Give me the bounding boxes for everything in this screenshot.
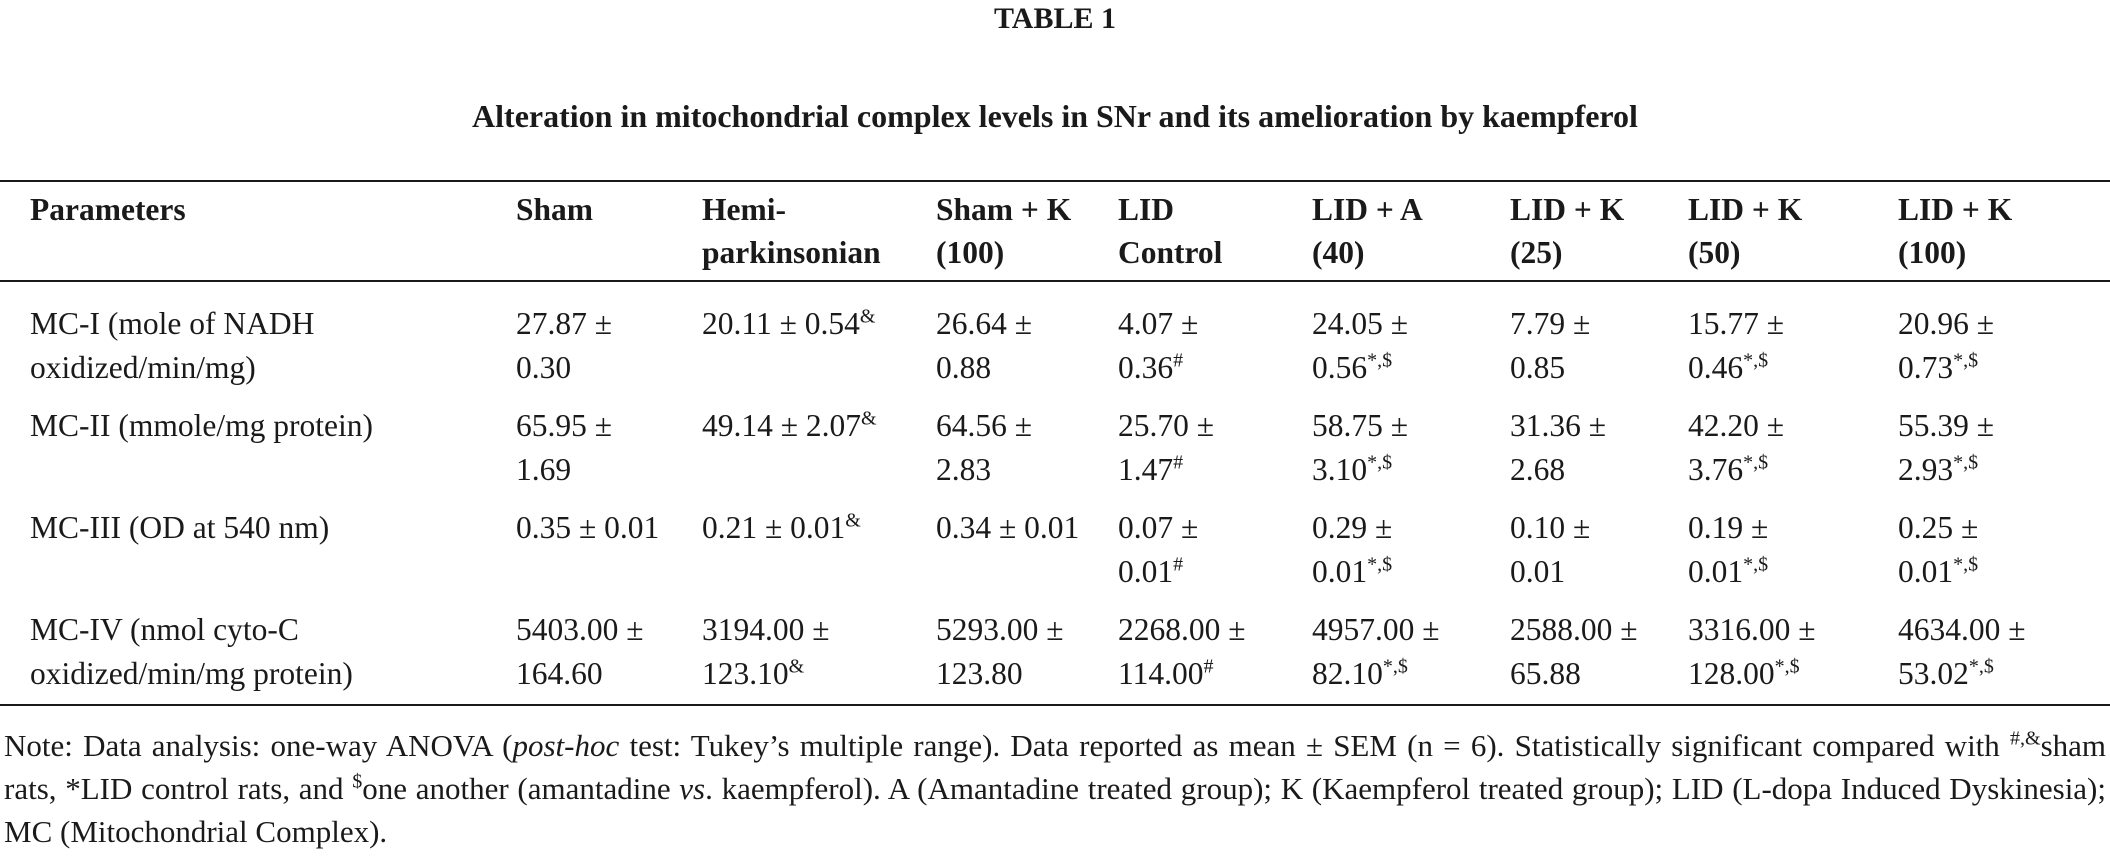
column-header <box>1682 181 1892 281</box>
significance-marker: *,$ <box>1382 655 1408 678</box>
value-mean: 49.14 ± 2.07 <box>702 408 862 443</box>
value-sem: 1.47 <box>1118 452 1174 487</box>
significance-marker: *,$ <box>1953 553 1979 576</box>
value-mean: 26.64 ± <box>936 306 1033 341</box>
value-cell <box>1892 602 2110 705</box>
column-header <box>1504 181 1682 281</box>
value-mean: 0.25 ± <box>1898 510 1979 545</box>
column-header <box>510 181 696 281</box>
value-sem: 0.56 <box>1312 350 1368 385</box>
significance-marker: *,$ <box>1774 655 1800 678</box>
table-row <box>0 398 2110 500</box>
value-sem: 82.10 <box>1312 656 1383 691</box>
parameter-label: oxidized/min/mg protein) <box>30 656 353 691</box>
value-mean: 0.10 ± <box>1510 510 1591 545</box>
value-sem: 0.01 <box>1898 554 1954 589</box>
column-header-line: LID + K <box>1898 192 2013 227</box>
value-sem: 123.10 <box>702 656 789 691</box>
value-mean: 0.21 ± 0.01 <box>702 510 846 545</box>
value-sem: 3.10 <box>1312 452 1368 487</box>
value-cell <box>1306 500 1504 602</box>
parameter-cell <box>0 500 510 602</box>
note-text-3: sham rats, *LID control rats, and <box>4 728 2107 806</box>
value-cell <box>1112 281 1306 398</box>
value-mean: 31.36 ± <box>1510 408 1607 443</box>
significance-marker: & <box>845 509 861 532</box>
value-mean: 15.77 ± <box>1688 306 1785 341</box>
value-cell <box>696 398 930 500</box>
value-cell <box>1112 500 1306 602</box>
value-mean: 2268.00 ± <box>1118 612 1246 647</box>
value-cell <box>1306 602 1504 705</box>
column-header <box>930 181 1112 281</box>
value-cell <box>696 500 930 602</box>
column-header-line: LID <box>1118 192 1175 227</box>
value-sem: 0.01 <box>1510 554 1566 589</box>
column-header-line: Control <box>1118 235 1223 270</box>
value-sem: 0.36 <box>1118 350 1174 385</box>
note-text-4: one another (amantadine <box>362 771 680 806</box>
value-mean: 4957.00 ± <box>1312 612 1440 647</box>
value-sem: 0.88 <box>936 350 992 385</box>
table-row <box>0 500 2110 602</box>
value-cell <box>510 602 696 705</box>
column-header <box>1892 181 2110 281</box>
significance-marker: *,$ <box>1367 349 1393 372</box>
value-mean: 65.95 ± <box>516 408 613 443</box>
column-header-line: parkinsonian <box>702 235 881 270</box>
value-sem: 2.68 <box>1510 452 1566 487</box>
value-mean: 0.35 ± 0.01 <box>516 510 660 545</box>
parameter-label: MC-I (mole of NADH <box>30 306 315 341</box>
column-header <box>696 181 930 281</box>
significance-marker: *,$ <box>1367 451 1393 474</box>
value-mean: 5293.00 ± <box>936 612 1064 647</box>
value-mean: 25.70 ± <box>1118 408 1215 443</box>
value-sem: 123.80 <box>936 656 1023 691</box>
note-sup-sham: #,& <box>2010 727 2041 750</box>
value-sem: 0.30 <box>516 350 572 385</box>
parameter-cell <box>0 398 510 500</box>
value-mean: 24.05 ± <box>1312 306 1409 341</box>
value-sem: 0.85 <box>1510 350 1566 385</box>
value-cell <box>930 500 1112 602</box>
table-row <box>0 602 2110 705</box>
table-note <box>4 724 2106 853</box>
value-sem: 0.01 <box>1118 554 1174 589</box>
value-cell <box>1306 281 1504 398</box>
value-mean: 64.56 ± <box>936 408 1033 443</box>
value-mean: 55.39 ± <box>1898 408 1995 443</box>
value-mean: 4634.00 ± <box>1898 612 2026 647</box>
value-cell <box>1682 500 1892 602</box>
significance-marker: & <box>859 305 876 328</box>
data-table <box>0 180 2110 706</box>
value-sem: 0.46 <box>1688 350 1744 385</box>
significance-marker: # <box>1173 451 1184 474</box>
value-sem: 0.01 <box>1312 554 1368 589</box>
value-mean: 3194.00 ± <box>702 612 830 647</box>
value-mean: 0.34 ± 0.01 <box>936 510 1080 545</box>
value-sem: 0.73 <box>1898 350 1954 385</box>
value-mean: 0.29 ± <box>1312 510 1393 545</box>
value-sem: 128.00 <box>1688 656 1775 691</box>
value-mean: 3316.00 ± <box>1688 612 1816 647</box>
value-sem: 3.76 <box>1688 452 1744 487</box>
value-mean: 2588.00 ± <box>1510 612 1638 647</box>
value-mean: 4.07 ± <box>1118 306 1199 341</box>
value-sem: 65.88 <box>1510 656 1581 691</box>
value-sem: 164.60 <box>516 656 603 691</box>
column-header-line: Parameters <box>30 192 186 227</box>
significance-marker: *,$ <box>1367 553 1393 576</box>
value-cell <box>930 398 1112 500</box>
significance-marker: & <box>861 407 877 430</box>
value-cell <box>1892 281 2110 398</box>
value-mean: 58.75 ± <box>1312 408 1409 443</box>
value-cell <box>1112 602 1306 705</box>
significance-marker: # <box>1203 655 1214 678</box>
parameter-label: MC-III (OD at 540 nm) <box>30 510 330 545</box>
value-cell <box>1504 281 1682 398</box>
value-cell <box>510 500 696 602</box>
value-cell <box>1504 500 1682 602</box>
table-label: TABLE 1 <box>994 2 1116 35</box>
value-sem: 114.00 <box>1118 656 1204 691</box>
value-sem: 53.02 <box>1898 656 1969 691</box>
parameter-cell <box>0 281 510 398</box>
value-sem: 0.01 <box>1688 554 1744 589</box>
column-header-line: Sham + K <box>936 192 1072 227</box>
column-header-line: Sham <box>516 192 594 227</box>
value-cell <box>510 281 696 398</box>
column-header <box>1306 181 1504 281</box>
column-header-line: (100) <box>1898 235 1967 270</box>
value-mean: 20.11 ± 0.54 <box>702 306 860 341</box>
note-sup-dollar: $ <box>352 770 363 793</box>
value-sem: 1.69 <box>516 452 572 487</box>
header-row <box>0 181 2110 281</box>
column-header-line: (100) <box>936 235 1005 270</box>
column-header-line: (50) <box>1688 235 1741 270</box>
significance-marker: *,$ <box>1743 451 1769 474</box>
significance-marker: *,$ <box>1743 349 1769 372</box>
table-title: Alteration in mitochondrial complex levels in SNr and its amelioration by kaempferol <box>472 98 1638 134</box>
table-row <box>0 281 2110 398</box>
value-mean: 0.19 ± <box>1688 510 1769 545</box>
value-cell <box>696 281 930 398</box>
column-header-line: LID + A <box>1312 192 1423 227</box>
significance-marker: # <box>1173 553 1184 576</box>
note-text-2: test: Tukey’s multiple range). Data reported as mean ± SEM (n = 6). Statistically significant compared with <box>619 728 2011 763</box>
value-mean: 27.87 ± <box>516 306 613 341</box>
value-mean: 42.20 ± <box>1688 408 1785 443</box>
column-header-line: Hemi- <box>702 192 786 227</box>
significance-marker: # <box>1173 349 1184 372</box>
value-cell <box>1112 398 1306 500</box>
value-cell <box>696 602 930 705</box>
value-cell <box>1892 500 2110 602</box>
value-sem: 2.83 <box>936 452 992 487</box>
significance-marker: *,$ <box>1953 349 1979 372</box>
value-cell <box>1306 398 1504 500</box>
value-sem: 2.93 <box>1898 452 1954 487</box>
parameter-cell <box>0 602 510 705</box>
significance-marker: *,$ <box>1953 451 1979 474</box>
value-mean: 20.96 ± <box>1898 306 1995 341</box>
value-cell <box>1892 398 2110 500</box>
parameter-label: MC-II (mmole/mg protein) <box>30 408 373 443</box>
significance-marker: & <box>788 655 805 678</box>
value-cell <box>930 602 1112 705</box>
column-header-line: LID + K <box>1510 192 1625 227</box>
significance-marker: *,$ <box>1743 553 1769 576</box>
note-text-5: . kaempferol). A (Amantadine treated group); K (Kaempferol treated group); LID (L-dopa Induced Dyskinesia); MC (Mitochondrial Complex). <box>4 771 2106 849</box>
significance-marker: *,$ <box>1968 655 1994 678</box>
value-cell <box>930 281 1112 398</box>
value-cell <box>1504 398 1682 500</box>
column-header <box>1112 181 1306 281</box>
value-cell <box>1504 602 1682 705</box>
column-header-line: (40) <box>1312 235 1365 270</box>
parameter-label: oxidized/min/mg) <box>30 350 256 385</box>
value-cell <box>1682 281 1892 398</box>
parameter-label: MC-IV (nmol cyto-C <box>30 612 299 647</box>
column-header-line: (25) <box>1510 235 1563 270</box>
note-text-1: Note: Data analysis: one-way ANOVA ( <box>4 728 513 763</box>
note-italic-posthoc: post-hoc <box>512 728 620 763</box>
value-cell <box>1682 398 1892 500</box>
value-mean: 0.07 ± <box>1118 510 1199 545</box>
value-mean: 5403.00 ± <box>516 612 644 647</box>
value-mean: 7.79 ± <box>1510 306 1591 341</box>
column-header <box>0 181 510 281</box>
column-header-line: LID + K <box>1688 192 1803 227</box>
value-cell <box>1682 602 1892 705</box>
value-cell <box>510 398 696 500</box>
note-italic-vs: vs <box>679 771 706 806</box>
